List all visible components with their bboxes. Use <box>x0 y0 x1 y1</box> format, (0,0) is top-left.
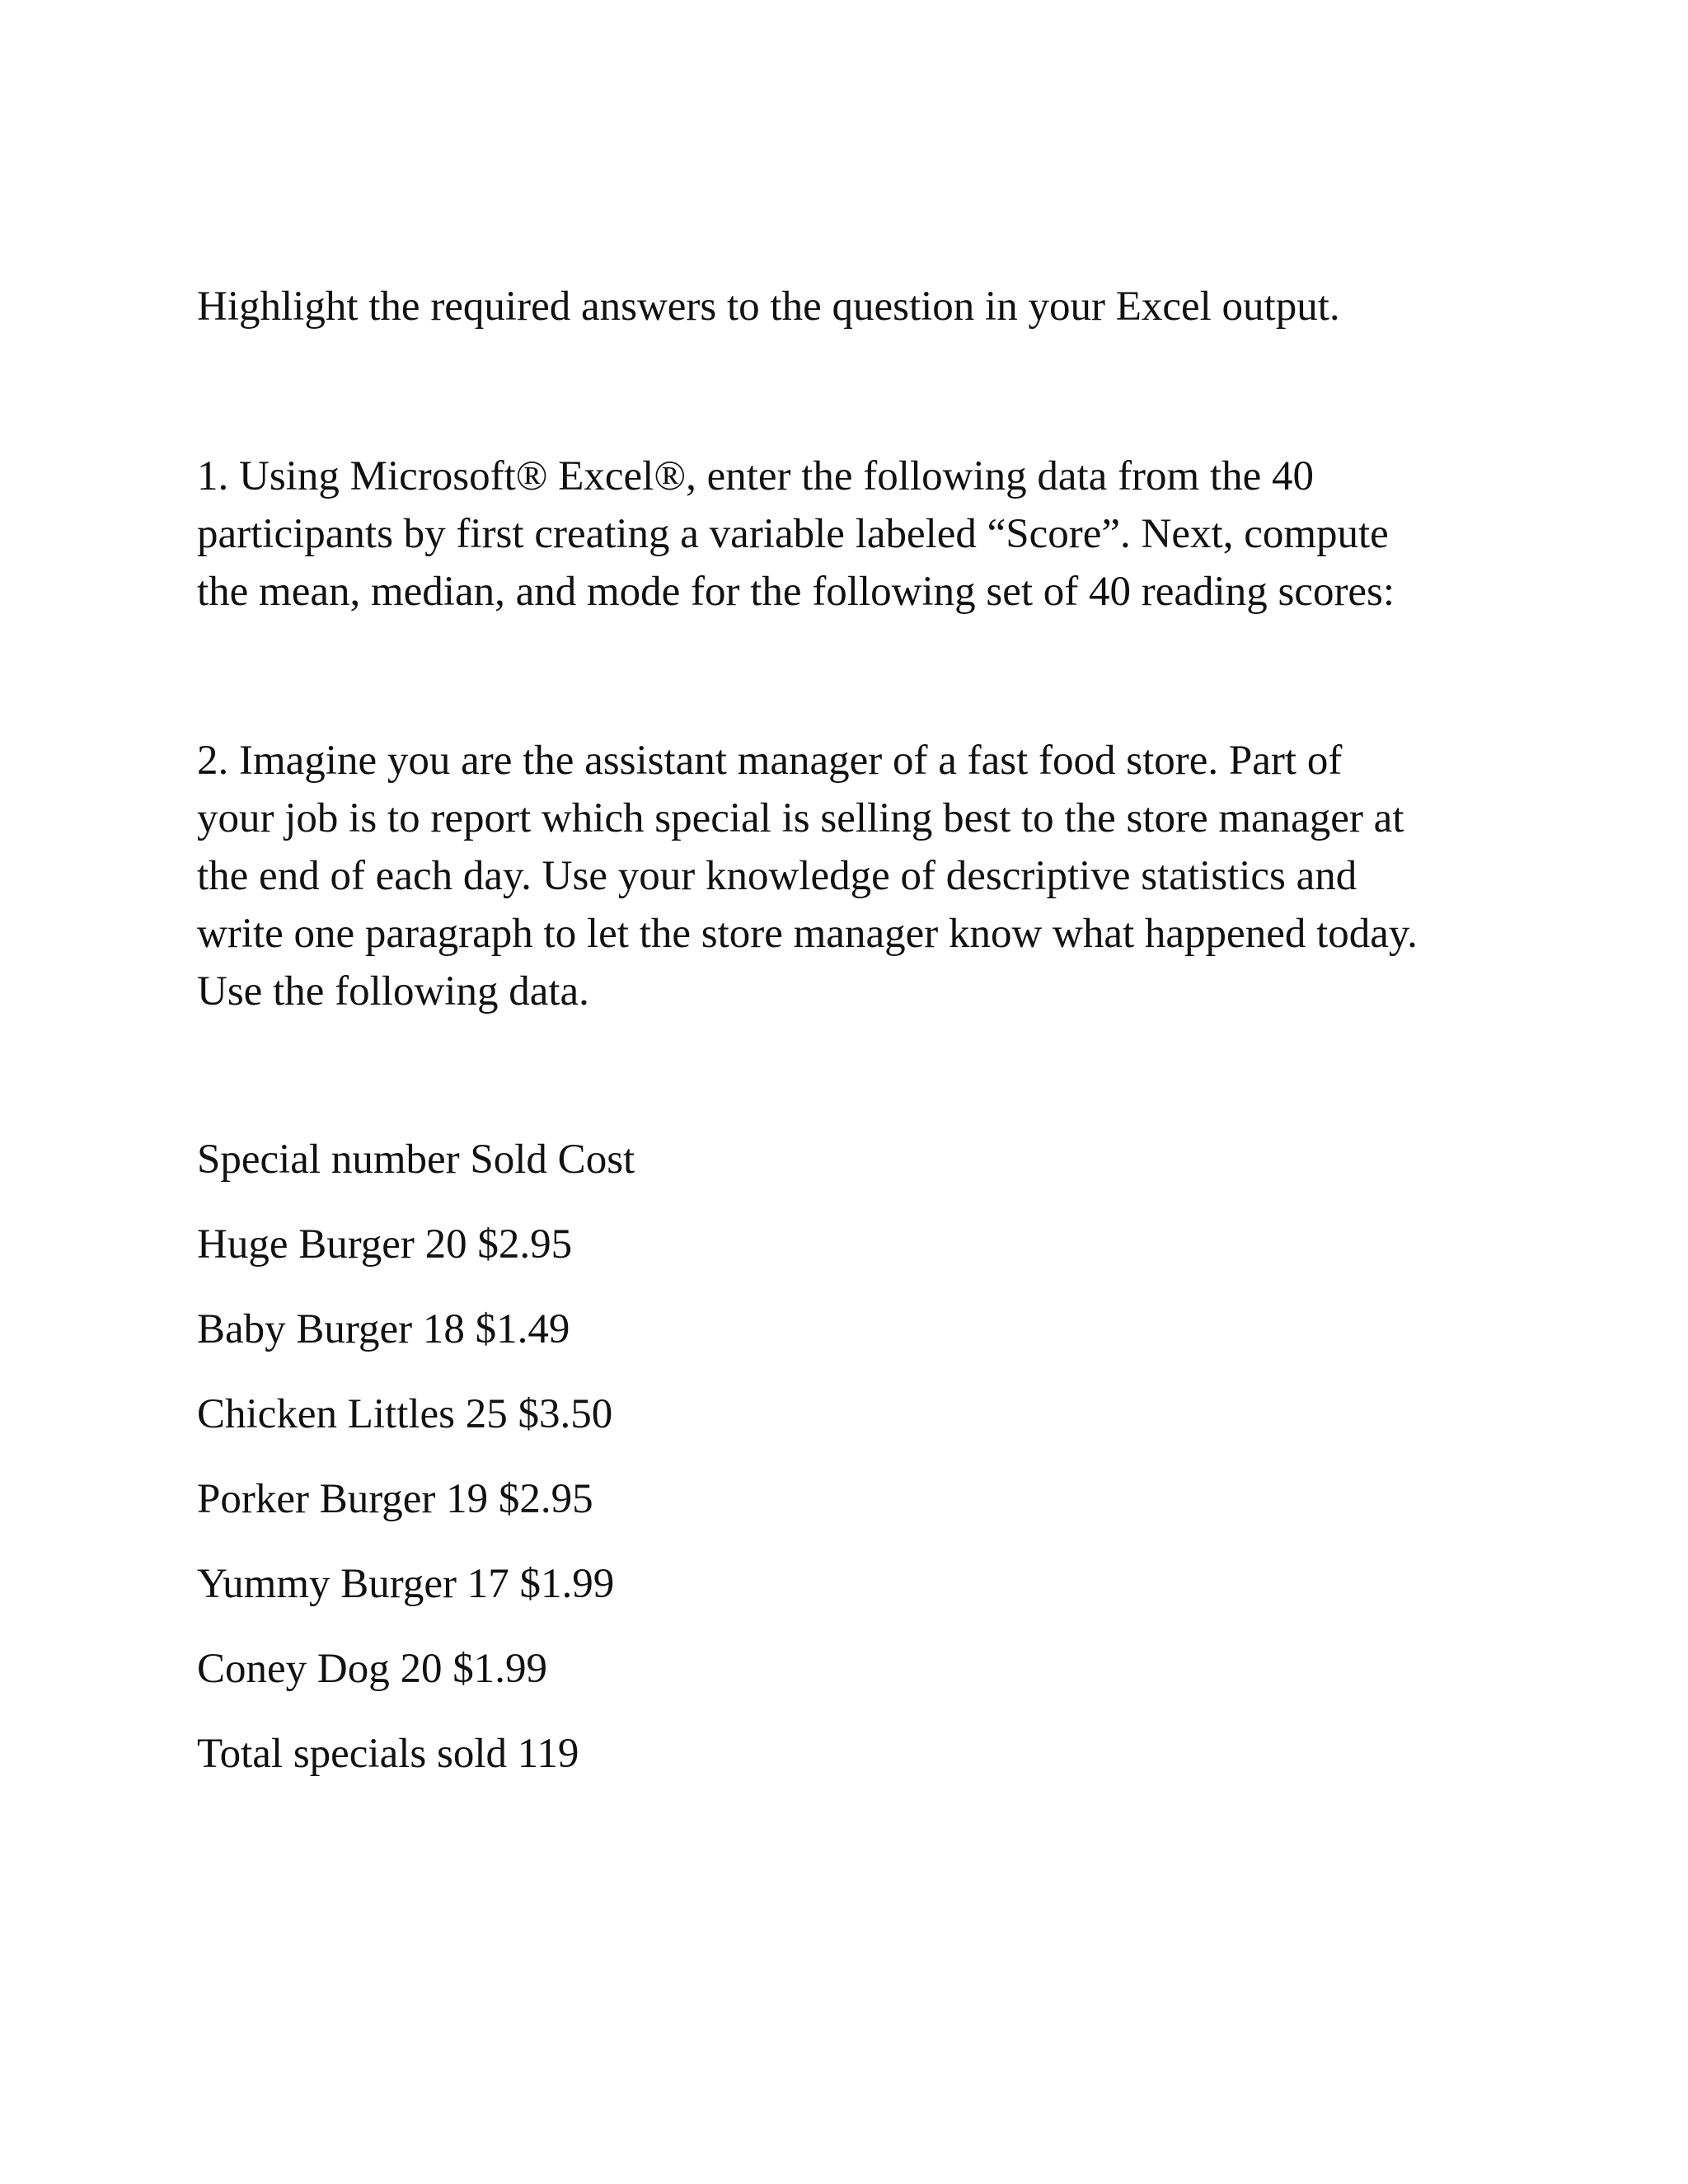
question-2-line: write one paragraph to let the store manager know what happened today. <box>197 911 1418 957</box>
question-1-line: participants by first creating a variable labeled “Score”. Next, compute <box>197 511 1389 557</box>
specials-row: Yummy Burger 17 $1.99 <box>197 1561 615 1607</box>
specials-row: Coney Dog 20 $1.99 <box>197 1646 547 1692</box>
question-2-line: Use the following data. <box>197 968 589 1015</box>
specials-row: Huge Burger 20 $2.95 <box>197 1221 573 1268</box>
question-1-line: the mean, median, and mode for the following set of 40 reading scores: <box>197 569 1395 615</box>
specials-header: Special number Sold Cost <box>197 1137 635 1183</box>
question-2-line: the end of each day. Use your knowledge of descriptive statistics and <box>197 853 1357 899</box>
specials-row: Chicken Littles 25 $3.50 <box>197 1391 613 1437</box>
specials-total: Total specials sold 119 <box>197 1731 579 1777</box>
question-2-line: your job is to report which special is selling best to the store manager at <box>197 795 1404 841</box>
question-1-line: 1. Using Microsoft® Excel®, enter the following data from the 40 <box>197 453 1315 499</box>
intro-text: Highlight the required answers to the question in your Excel output. <box>197 284 1340 330</box>
question-2-line: 2. Imagine you are the assistant manager of a fast food store. Part of <box>197 738 1343 784</box>
specials-row: Porker Burger 19 $2.95 <box>197 1476 593 1522</box>
specials-row: Baby Burger 18 $1.49 <box>197 1306 570 1352</box>
